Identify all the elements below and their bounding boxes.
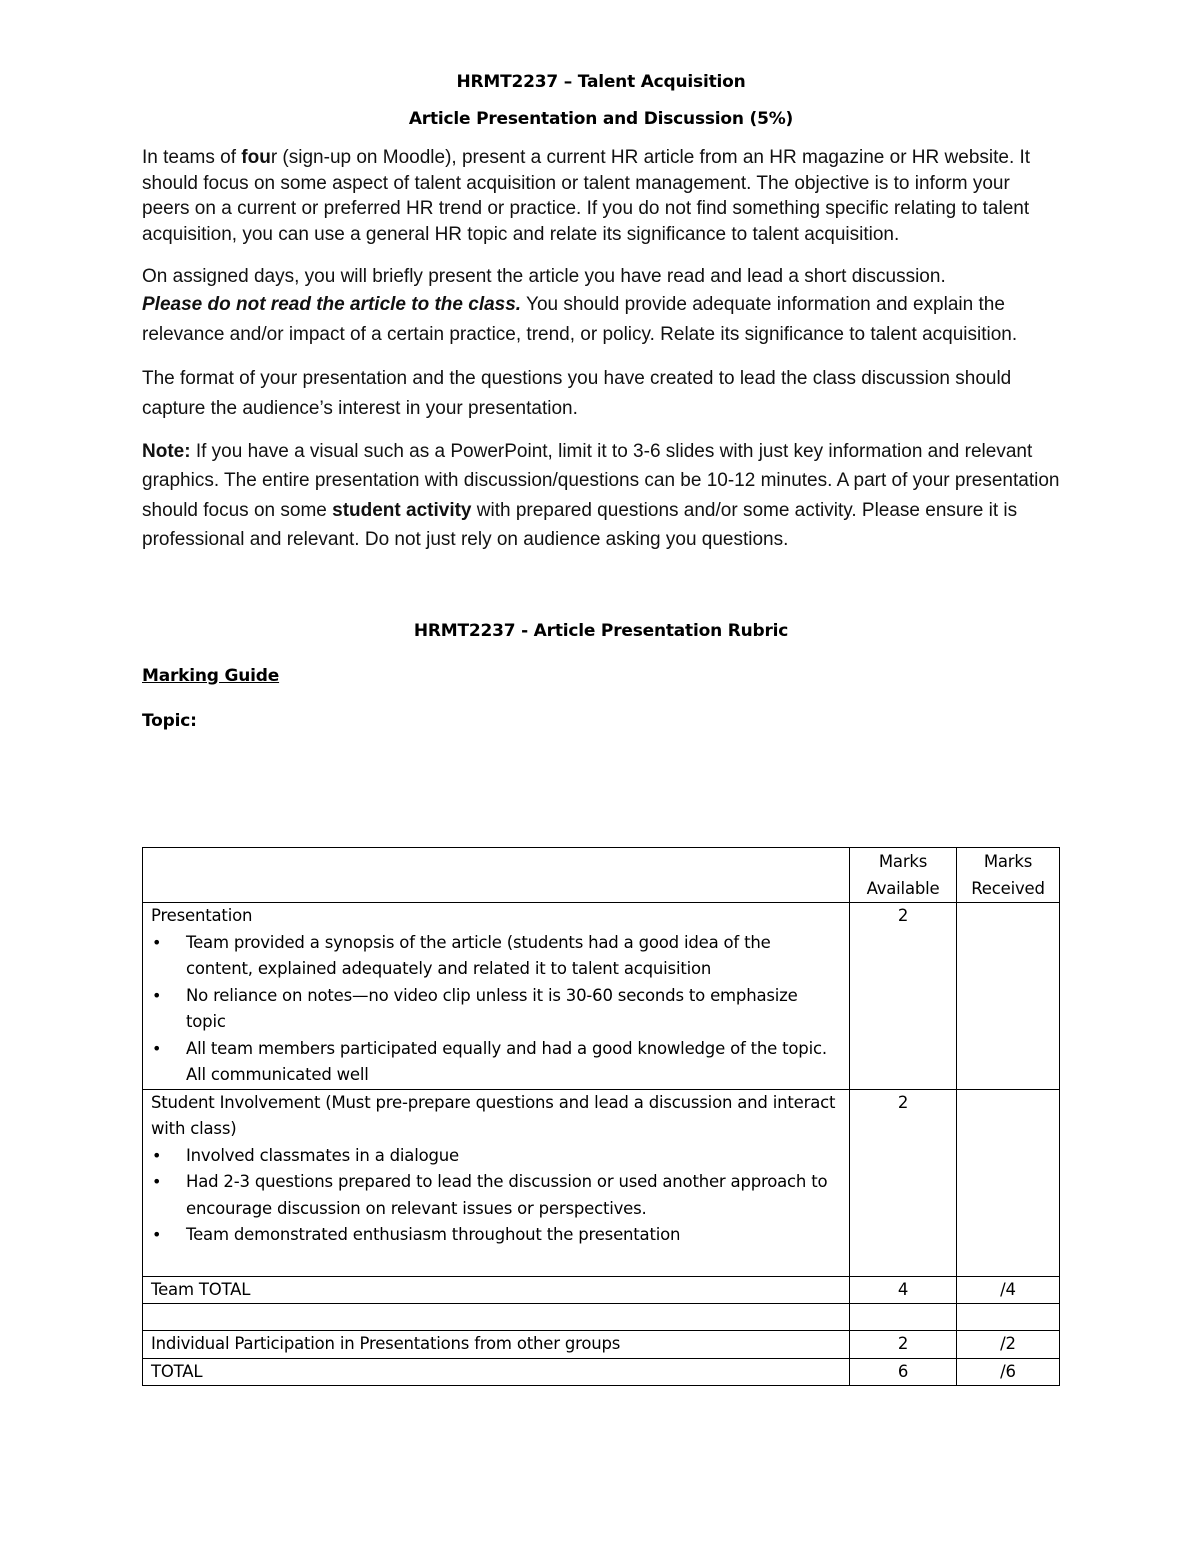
involvement-bullets — [151, 1143, 841, 1249]
list-item: • Involved classmates in a dialogue — [151, 1143, 841, 1170]
table-row-team-total — [143, 1276, 1060, 1304]
list-item: • No reliance on notes—no video clip unless it is 30-60 seconds to emphasize topic — [151, 983, 841, 1036]
marking-guide-heading: Marking Guide — [142, 665, 280, 686]
marks-available-header-line2: Available — [866, 878, 940, 898]
involvement-criteria-cell — [143, 1089, 850, 1276]
individual-available: 2 — [850, 1331, 957, 1359]
list-item: • All team members participated equally and had a good knowledge of the topic. All communicated well — [151, 1036, 841, 1089]
intro-text-bold: fou — [241, 147, 271, 168]
presentation-available: 2 — [850, 903, 957, 1090]
assigned-days-warning: Please do not read the article to the class. — [142, 294, 522, 316]
note-text-bold: student activity — [332, 499, 472, 521]
marks-received-header-line2: Received — [971, 878, 1045, 898]
team-total-label: Team TOTAL — [143, 1276, 850, 1304]
rubric-table — [142, 847, 1060, 1386]
table-row-total — [143, 1358, 1060, 1386]
note-text-1: If you have a visual such as a PowerPoint, limit it to 3-6 slides with just key information and relevant graphics. The entire presentation with discussion/questions can be 10-12 minutes. A part of your presentation should focus on some — [142, 441, 1060, 521]
total-label: TOTAL — [143, 1358, 850, 1386]
note-label: Note: — [142, 441, 191, 462]
table-header-row — [143, 848, 1060, 903]
header-blank-cell — [143, 848, 850, 903]
presentation-label: Presentation — [151, 906, 253, 925]
involvement-received — [957, 1089, 1060, 1276]
intro-text-post: r (sign-up on Moodle), present a current HR article from an HR magazine or HR website. It should focus on some aspect of talent acquisition or talent management. The objective is to inform your peers on a current or preferred HR trend or practice. If you do not find something specific relating to talent acquisition, you can use a general HR topic and relate its significance to talent acquisition. — [142, 147, 1031, 245]
individual-label: Individual Participation in Presentations from other groups — [143, 1331, 850, 1359]
intro-paragraph — [142, 145, 1060, 247]
marks-available-header-line1: Marks — [878, 852, 928, 871]
individual-received: /2 — [957, 1331, 1060, 1359]
rubric-title: HRMT2237 - Article Presentation Rubric — [413, 620, 789, 641]
list-item: • Team provided a synopsis of the article (students had a good idea of the content, explained adequately and related it to talent acquisition — [151, 930, 841, 983]
team-total-available: 4 — [850, 1276, 957, 1304]
assigned-days-text: You should provide adequate information and explain the relevance and/or impact of a certain practice, trend, or policy. Relate its significance to talent acquisition. — [142, 294, 1018, 345]
assigned-days-paragraph — [142, 264, 1060, 349]
assigned-days-line1: On assigned days, you will briefly present the article you have read and lead a short discussion. — [142, 266, 946, 288]
format-paragraph: The format of your presentation and the questions you have created to lead the class discussion should capture the audience’s interest in your presentation. — [142, 368, 1012, 419]
table-row-presentation — [143, 903, 1060, 1090]
marks-available-header — [850, 848, 957, 903]
involvement-available: 2 — [850, 1089, 957, 1276]
list-item: • Team demonstrated enthusiasm throughout the presentation — [151, 1222, 841, 1249]
presentation-received — [957, 903, 1060, 1090]
presentation-bullets — [151, 930, 841, 1089]
course-title: HRMT2237 – Talent Acquisition — [456, 72, 746, 92]
marks-received-header — [957, 848, 1060, 903]
table-row-blank — [143, 1304, 1060, 1331]
intro-text-pre: In teams of — [142, 147, 242, 168]
blank-cell — [957, 1304, 1060, 1331]
involvement-label: Student Involvement (Must pre-prepare questions and lead a discussion and interact with class) — [151, 1092, 836, 1138]
blank-cell — [143, 1304, 850, 1331]
list-item: • Had 2-3 questions prepared to lead the discussion or used another approach to encourage discussion on relevant issues or perspectives. — [151, 1169, 841, 1222]
presentation-criteria-cell — [143, 903, 850, 1090]
assignment-title: Article Presentation and Discussion (5%) — [408, 109, 794, 129]
total-received: /6 — [957, 1358, 1060, 1386]
blank-cell — [850, 1304, 957, 1331]
marks-received-header-line1: Marks — [983, 852, 1033, 871]
note-text-2: with prepared questions and/or some activity. Please ensure it is professional and relevant. Do not just rely on audience asking you questions. — [142, 499, 1018, 551]
team-total-received: /4 — [957, 1276, 1060, 1304]
table-row-individual — [143, 1331, 1060, 1359]
table-row-involvement — [143, 1089, 1060, 1276]
document-page — [142, 70, 1060, 731]
total-available: 6 — [850, 1358, 957, 1386]
note-paragraph — [142, 437, 1060, 555]
topic-label: Topic: — [142, 710, 197, 731]
